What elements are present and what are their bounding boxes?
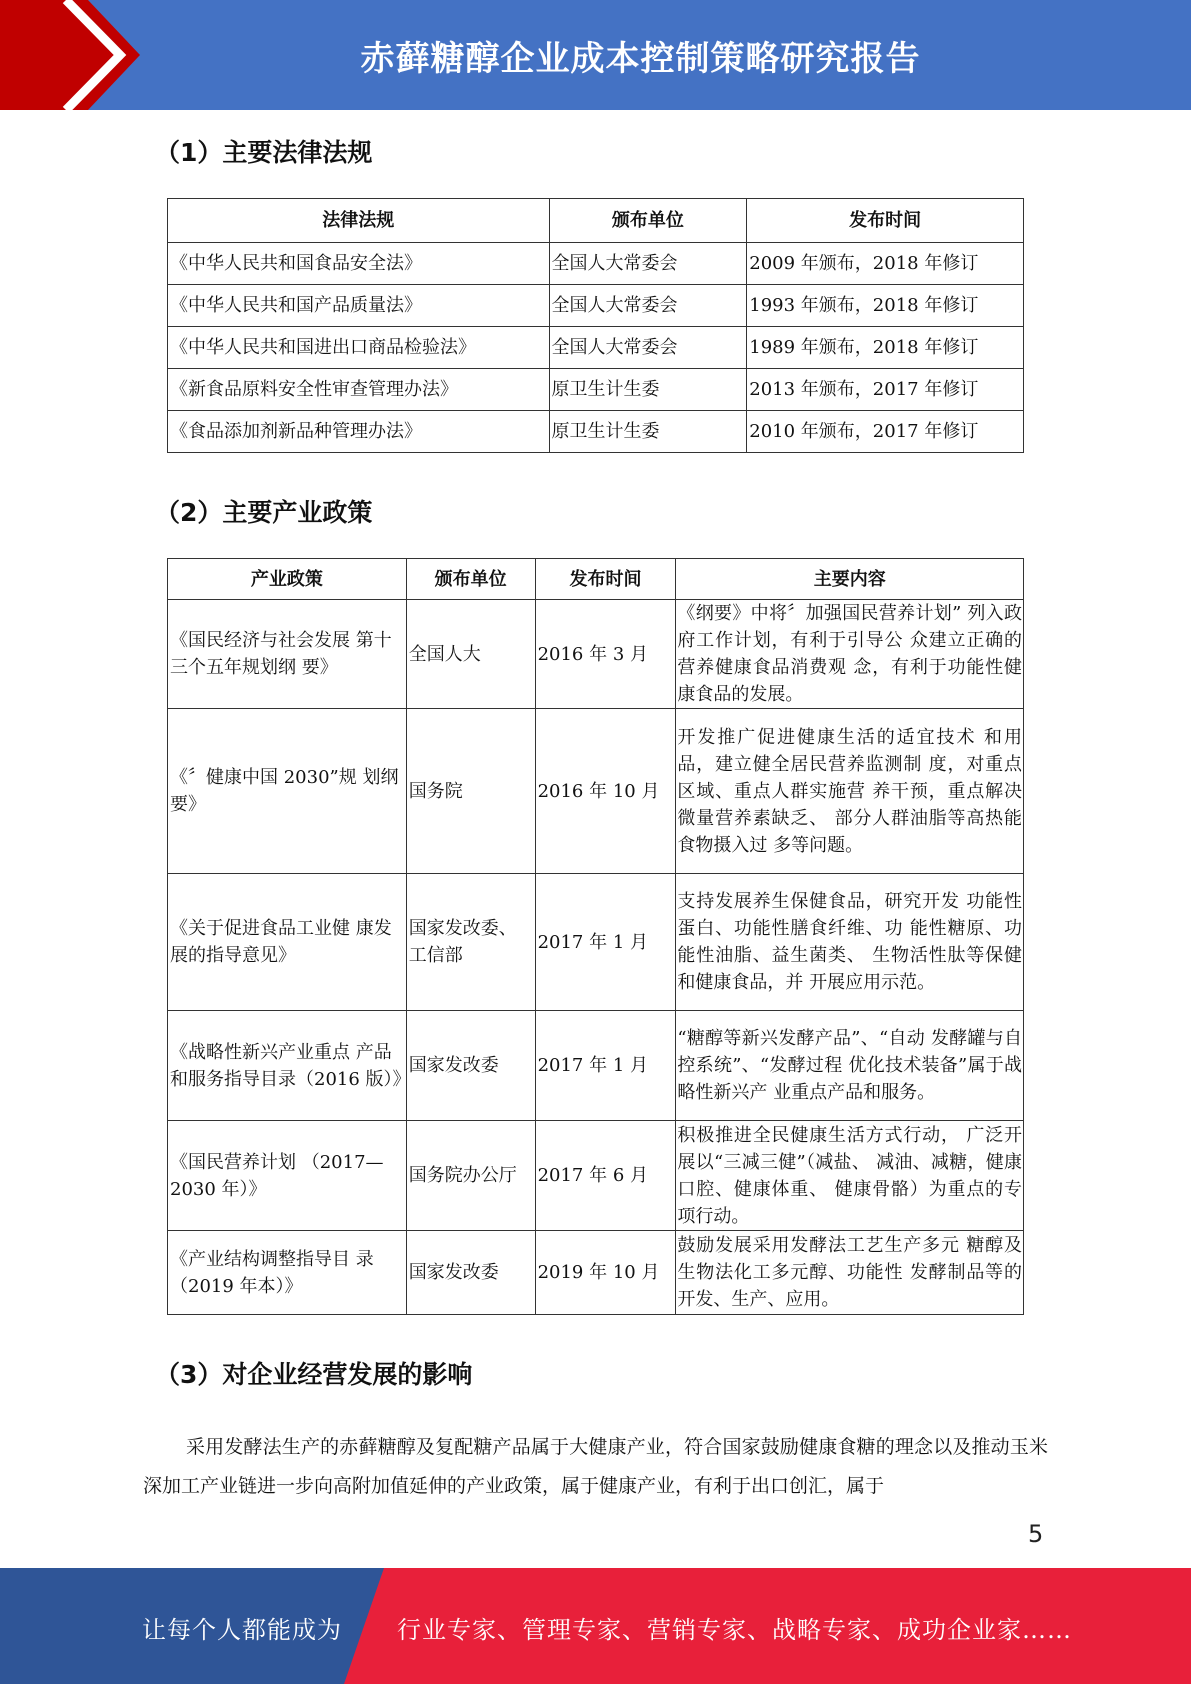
table-cell: 2017 年 6 月 bbox=[535, 1121, 676, 1231]
table-cell: 《中华人民共和国产品质量法》 bbox=[168, 285, 550, 327]
page-header bbox=[0, 0, 1191, 110]
column-header: 发布时间 bbox=[535, 559, 676, 600]
table-cell: 《食品添加剂新品种管理办法》 bbox=[168, 411, 550, 453]
column-header: 发布时间 bbox=[747, 199, 1024, 243]
table-header-row bbox=[168, 199, 1024, 243]
table-row bbox=[168, 1231, 1024, 1315]
table-cell: 《中华人民共和国进出口商品检验法》 bbox=[168, 327, 550, 369]
table-cell: 2010 年颁布，2017 年修订 bbox=[747, 411, 1024, 453]
column-header: 颁布单位 bbox=[549, 199, 747, 243]
document-title: 赤藓糖醇企业成本控制策略研究报告 bbox=[360, 38, 921, 79]
table-row bbox=[168, 1011, 1024, 1121]
table-row bbox=[168, 285, 1024, 327]
column-header: 主要内容 bbox=[676, 559, 1024, 600]
column-header: 颁布单位 bbox=[406, 559, 535, 600]
table-header-row bbox=[168, 559, 1024, 600]
table-cell: 国务院 bbox=[406, 709, 535, 874]
table-cell: 2013 年颁布，2017 年修订 bbox=[747, 369, 1024, 411]
table-cell: 2016 年 3 月 bbox=[535, 600, 676, 709]
laws-table bbox=[167, 198, 1024, 453]
table-cell: 国家发改委、工信部 bbox=[406, 874, 535, 1011]
table-cell: 《产业结构调整指导目 录（2019 年本）》 bbox=[168, 1231, 407, 1315]
table-row bbox=[168, 1121, 1024, 1231]
page-number: 5 bbox=[1028, 1520, 1044, 1548]
table-cell: 国家发改委 bbox=[406, 1011, 535, 1121]
table-cell: 2019 年 10 月 bbox=[535, 1231, 676, 1315]
column-header: 法律法规 bbox=[168, 199, 550, 243]
table-row bbox=[168, 709, 1024, 874]
table-cell: 2017 年 1 月 bbox=[535, 1011, 676, 1121]
column-header: 产业政策 bbox=[168, 559, 407, 600]
table-cell: 全国人大常委会 bbox=[549, 285, 747, 327]
footer-slogan: 让每个人都能成为 bbox=[142, 1616, 342, 1644]
table-cell: 《国民营养计划 （2017—2030 年）》 bbox=[168, 1121, 407, 1231]
section-heading-laws: （1）主要法律法规 bbox=[155, 138, 373, 167]
table-cell: 1993 年颁布，2018 年修订 bbox=[747, 285, 1024, 327]
table-row bbox=[168, 369, 1024, 411]
table-cell: 2017 年 1 月 bbox=[535, 874, 676, 1011]
table-cell: 《战略性新兴产业重点 产品和服务指导目录（2016 版）》 bbox=[168, 1011, 407, 1121]
table-cell: 《关于促进食品工业健 康发展的指导意见》 bbox=[168, 874, 407, 1011]
table-cell: 全国人大 bbox=[406, 600, 535, 709]
table-row bbox=[168, 327, 1024, 369]
table-cell: 《国民经济与社会发展 第十三个五年规划纲 要》 bbox=[168, 600, 407, 709]
table-row bbox=[168, 243, 1024, 285]
table-cell: 积极推进全民健康生活方式行动， 广泛开展以“三减三健”（减盐、 减油、减糖，健康口腔、健康体重、 健康骨骼）为重点的专项行动。 bbox=[676, 1121, 1024, 1231]
table-cell: 原卫生计生委 bbox=[549, 411, 747, 453]
table-cell: 开发推广促进健康生活的适宜技术 和用品，建立健全居民营养监测制 度，对重点区域、重点人群实施营 养干预，重点解决微量营养素缺乏、 部分人群油脂等高热能食物摄入过 多等问题。 bbox=[676, 709, 1024, 874]
table-row bbox=[168, 600, 1024, 709]
policy-table bbox=[167, 558, 1024, 1315]
table-cell: 《中华人民共和国食品安全法》 bbox=[168, 243, 550, 285]
table-cell: 1989 年颁布，2018 年修订 bbox=[747, 327, 1024, 369]
table-cell: 国务院办公厅 bbox=[406, 1121, 535, 1231]
table-cell: 原卫生计生委 bbox=[549, 369, 747, 411]
table-cell: 2016 年 10 月 bbox=[535, 709, 676, 874]
table-cell: 《纲要》中将〞加强国民营养计划” 列入政府工作计划，有利于引导公 众建立正确的营养健康食品消费观 念，有利于功能性健康食品的发展。 bbox=[676, 600, 1024, 709]
body-paragraph: 采用发酵法生产的赤藓糖醇及复配糖产品属于大健康产业，符合国家鼓励健康食糖的理念以及推动玉米深加工产业链进一步向高附加值延伸的产业政策，属于健康产业，有利于出口创汇，属于 bbox=[143, 1436, 1048, 1497]
table-cell: 全国人大常委会 bbox=[549, 243, 747, 285]
table-cell: 国家发改委 bbox=[406, 1231, 535, 1315]
table-row bbox=[168, 874, 1024, 1011]
section-heading-impact: （3）对企业经营发展的影响 bbox=[155, 1360, 473, 1389]
table-cell: 《〞健康中国 2030”规 划纲要》 bbox=[168, 709, 407, 874]
table-cell: 鼓励发展采用发酵法工艺生产多元 糖醇及生物法化工多元醇、功能性 发酵制品等的开发、生产、应用。 bbox=[676, 1231, 1024, 1315]
table-cell: “糖醇等新兴发酵产品”、“自动 发酵罐与自控系统”、“发酵过程 优化技术装备”属于战略性新兴产 业重点产品和服务。 bbox=[676, 1011, 1024, 1121]
footer-tagline: 行业专家、管理专家、营销专家、战略专家、成功企业家…… bbox=[397, 1616, 1072, 1644]
table-cell: 《新食品原料安全性审查管理办法》 bbox=[168, 369, 550, 411]
table-row bbox=[168, 411, 1024, 453]
section-heading-policies: （2）主要产业政策 bbox=[155, 498, 373, 527]
table-cell: 2009 年颁布，2018 年修订 bbox=[747, 243, 1024, 285]
header-arrow-decoration bbox=[0, 0, 150, 110]
table-cell: 支持发展养生保健食品，研究开发 功能性蛋白、功能性膳食纤维、功 能性糖原、功能性油脂、益生菌类、 生物活性肽等保健和健康食品，并 开展应用示范。 bbox=[676, 874, 1024, 1011]
table-cell: 全国人大常委会 bbox=[549, 327, 747, 369]
